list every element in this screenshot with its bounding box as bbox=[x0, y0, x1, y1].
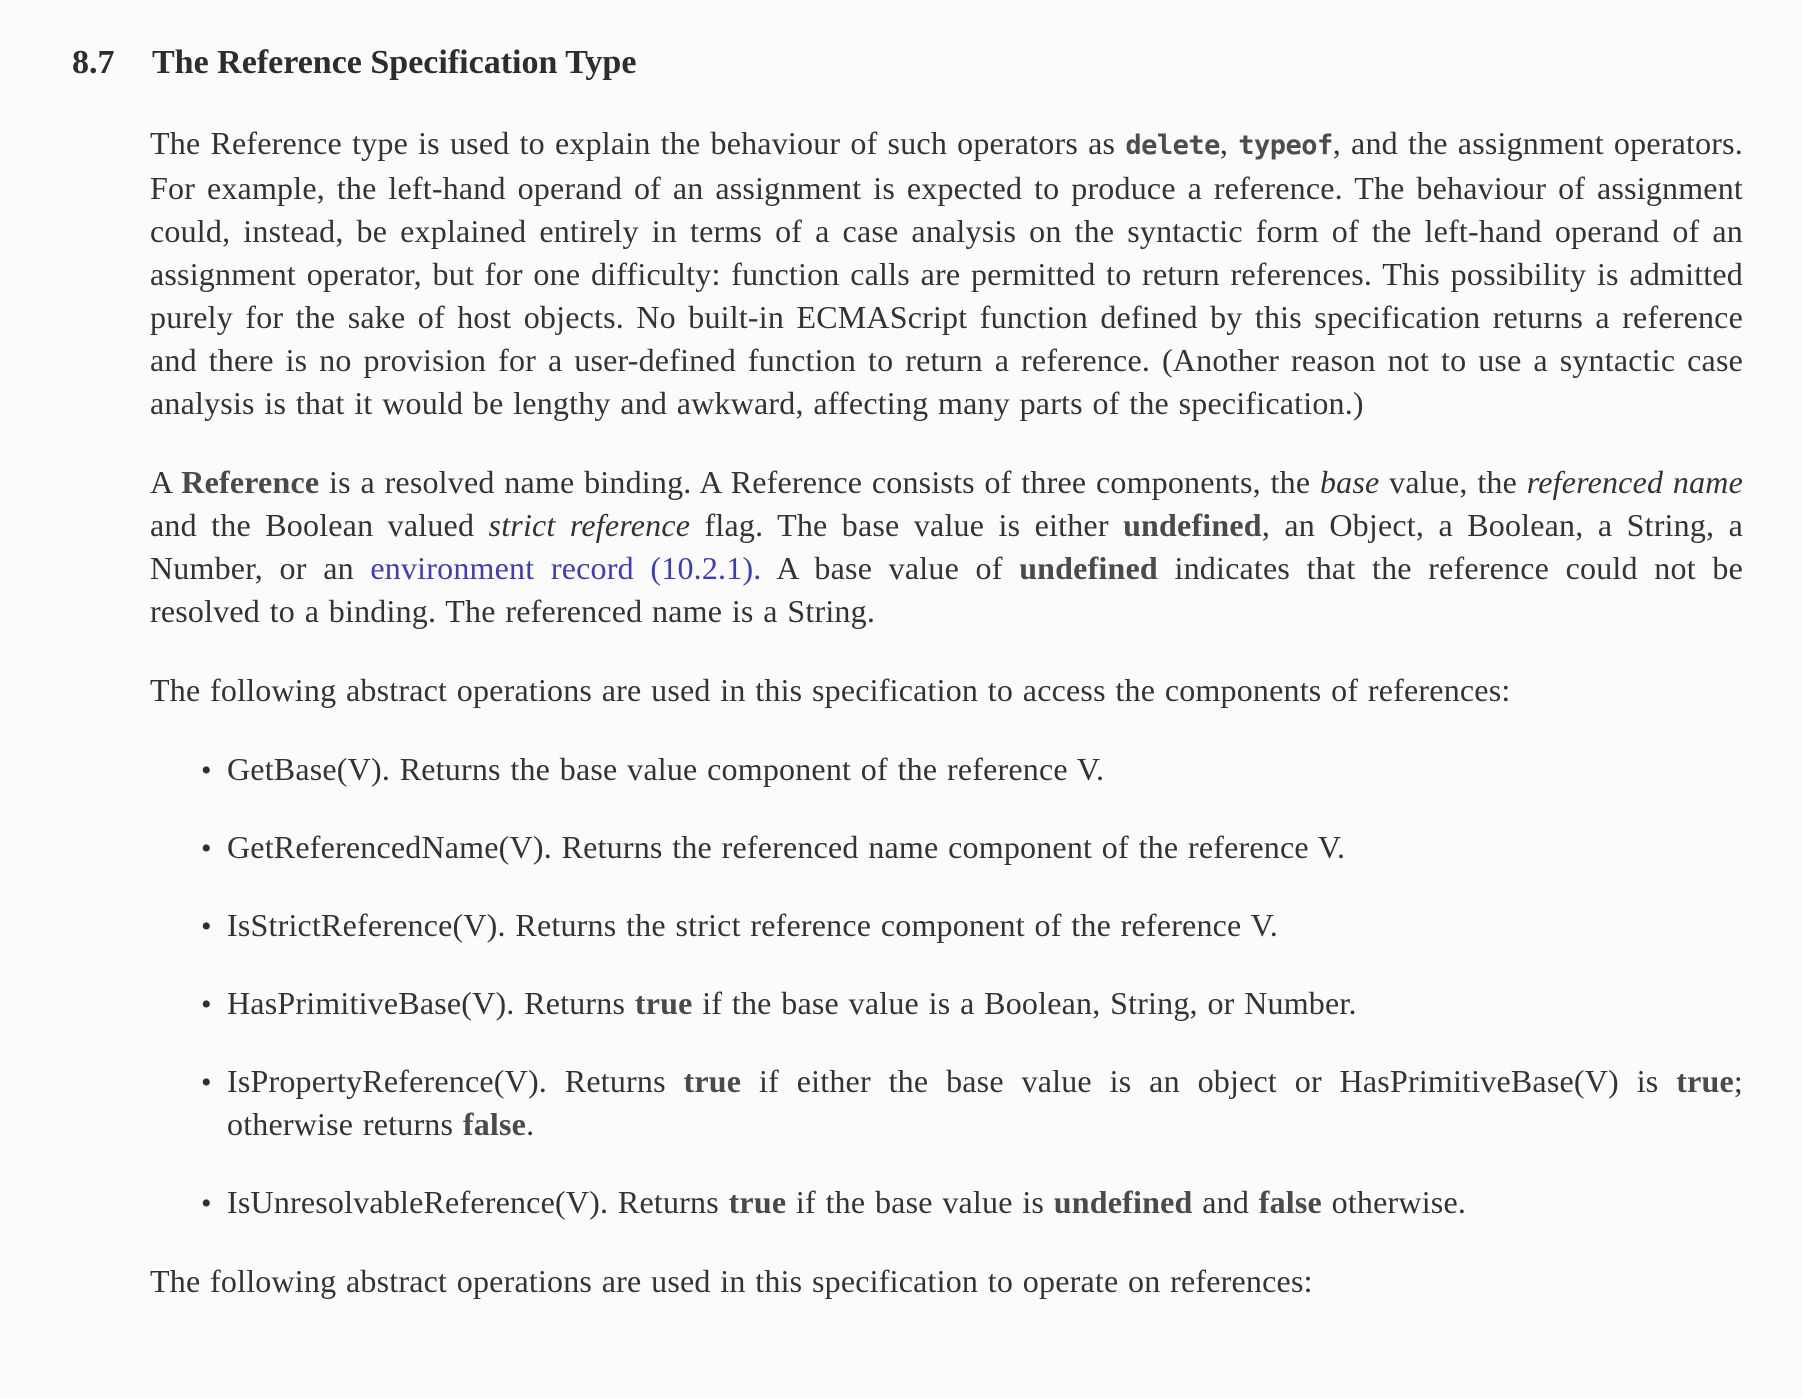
text-segment: value, the bbox=[1379, 464, 1527, 500]
list-item-isstrictreference bbox=[227, 904, 1743, 947]
text-segment: false bbox=[462, 1106, 527, 1142]
text-segment: is a resolved name binding. A Reference consists of three components, the bbox=[319, 464, 1320, 500]
text-segment: HasPrimitiveBase(V). Returns bbox=[227, 985, 635, 1021]
text-segment: if the base value is a Boolean, String, or Number. bbox=[692, 985, 1357, 1021]
bullet-icon bbox=[201, 1181, 212, 1225]
text-segment: undefined bbox=[1019, 550, 1158, 586]
section-number: 8.7 bbox=[72, 44, 115, 81]
text-segment: and bbox=[1192, 1184, 1259, 1220]
list-item-isunresolvablereference bbox=[227, 1181, 1743, 1224]
text-segment: true bbox=[1676, 1063, 1734, 1099]
bullet-icon bbox=[201, 1060, 212, 1104]
text-segment: A bbox=[150, 464, 182, 500]
text-segment: The following abstract operations are used in this specification to operate on references: bbox=[150, 1263, 1313, 1299]
bullet-icon bbox=[201, 904, 212, 948]
bullet-icon bbox=[201, 826, 212, 870]
text-segment: if the base value is bbox=[786, 1184, 1054, 1220]
list-item-getbase bbox=[227, 748, 1743, 791]
text-segment: flag. The base value is either bbox=[690, 507, 1124, 543]
text-segment: delete bbox=[1125, 130, 1220, 161]
environment-record-link[interactable]: environment record (10.2.1). bbox=[370, 550, 762, 586]
paragraph-operate-operations-intro bbox=[150, 1260, 1743, 1303]
text-segment: ; otherwise returns bbox=[227, 1063, 1743, 1142]
text-segment: referenced name bbox=[1526, 464, 1744, 500]
text-segment: GetBase(V). Returns the base value component of the reference V. bbox=[227, 751, 1105, 787]
text-segment: strict reference bbox=[488, 507, 691, 543]
text-segment: indicates that the reference could not be resolved to a binding. The referenced name is a String. bbox=[150, 550, 1743, 629]
text-segment: undefined bbox=[1123, 507, 1262, 543]
text-segment: The Reference type is used to explain the behaviour of such operators as bbox=[150, 125, 1126, 161]
text-segment: IsUnresolvableReference(V). Returns bbox=[227, 1184, 729, 1220]
text-segment: , an Object, a Boolean, a String, a Number, or an bbox=[150, 507, 1744, 586]
text-segment: , bbox=[1219, 125, 1239, 161]
text-segment: , and the assignment operators. For example, the left-hand operand of an assignment is expected to produce a reference. The behaviour of assignment could, instead, be explained entirely in terms of a case analysis on the syntactic form of the left-hand operand of an assignment operator, but for one difficulty: function calls are permitted to return references. This possibility is admitted purely for the sake of host objects. No built-in ECMAScript function defined by this specification returns a reference and there is no provision for a user-defined function to return a reference. (Another reason not to use a syntactic case analysis is that it would be lengthy and awkward, affecting many parts of the specification.) bbox=[150, 125, 1743, 421]
text-segment: undefined bbox=[1053, 1184, 1193, 1220]
text-segment: Reference bbox=[181, 464, 320, 500]
section-content bbox=[150, 122, 1743, 1303]
text-segment: The following abstract operations are used in this specification to access the components of references: bbox=[150, 672, 1511, 708]
text-segment: IsPropertyReference(V). Returns bbox=[227, 1063, 684, 1099]
text-segment: true bbox=[683, 1063, 742, 1099]
text-segment: otherwise. bbox=[1321, 1184, 1467, 1220]
section-heading bbox=[72, 40, 1743, 86]
list-item-ispropertyreference bbox=[227, 1060, 1743, 1146]
text-segment: . bbox=[526, 1106, 535, 1142]
abstract-operations-list bbox=[150, 748, 1743, 1224]
paragraph-access-operations-intro bbox=[150, 669, 1743, 712]
bullet-icon bbox=[201, 982, 212, 1026]
bullet-icon bbox=[201, 748, 212, 792]
text-segment: false bbox=[1258, 1184, 1322, 1220]
text-segment: GetReferencedName(V). Returns the referenced name component of the reference V. bbox=[227, 829, 1346, 865]
paragraph-reference-type-intro bbox=[150, 122, 1743, 425]
list-item-hasprimitivebase bbox=[227, 982, 1743, 1025]
text-segment: A base value of bbox=[761, 550, 1020, 586]
section-title: The Reference Specification Type bbox=[152, 44, 637, 81]
text-segment: typeof bbox=[1238, 130, 1333, 161]
text-segment: true bbox=[634, 985, 693, 1021]
text-segment: if either the base value is an object or HasPrimitiveBase(V) is bbox=[741, 1063, 1677, 1099]
text-segment: true bbox=[728, 1184, 787, 1220]
list-item-getreferencedname bbox=[227, 826, 1743, 869]
text-segment: base bbox=[1319, 464, 1380, 500]
text-segment: IsStrictReference(V). Returns the strict reference component of the reference V. bbox=[227, 907, 1278, 943]
paragraph-reference-definition bbox=[150, 461, 1743, 633]
text-segment: and the Boolean valued bbox=[150, 507, 489, 543]
